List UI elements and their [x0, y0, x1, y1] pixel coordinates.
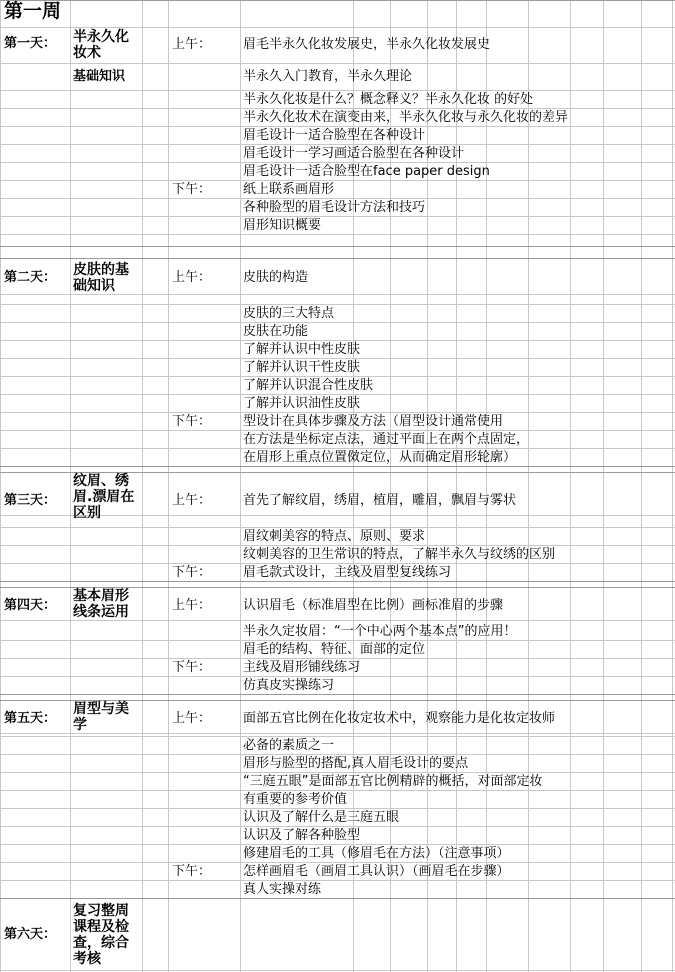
- day-2-line-7: 了解并认识油性皮肤: [243, 396, 361, 411]
- day-2-line-4: 了解并认识中性皮肤: [243, 342, 361, 357]
- day-4-am-label: 上午：: [172, 598, 212, 613]
- day-5-am-label: 上午：: [172, 711, 212, 726]
- day-5-line-4: “三庭五眼”是面部五官比例精辟的概括，对面部定妆: [243, 774, 543, 789]
- day-1-line-6: 眉毛设计一学习画适合脸型在各种设计: [243, 146, 465, 161]
- day-4-pm-label: 下午：: [172, 660, 212, 675]
- day-5-topic: 眉型与美学: [73, 701, 129, 733]
- day-2-line-6: 了解并认识混合性皮肤: [243, 378, 374, 393]
- day-6-topic: 复习整周课程及检查，综合考核: [73, 903, 129, 967]
- day-2-line-2: 皮肤的三大特点: [243, 306, 335, 321]
- day-1-label: 第一天：: [4, 36, 57, 51]
- day-2-am-label: 上午：: [172, 270, 212, 285]
- day-5-line-8: 修建眉毛的工具（修眉毛在方法）（注意事项）: [243, 846, 510, 861]
- day-4-line-2: 半永久定妆眉：“一个中心两个基本点”的应用！: [243, 624, 517, 639]
- day-2-line-8: 型设计在具体步骤及方法（眉型设计通常使用: [243, 414, 504, 429]
- day-1-line-8: 纸上联系画眉形: [243, 182, 335, 197]
- day-4-line-1: 认识眉毛（标准眉型在比例）画标准眉的步骤: [243, 598, 504, 613]
- day-1-pm-label: 下午：: [172, 182, 212, 197]
- day-1-am-label: 上午：: [172, 37, 212, 52]
- day-2-line-10: 在眉形上重点位置傚定位，从而确定眉形轮廓）: [243, 450, 517, 465]
- day-2-line-5: 了解并认识干性皮肤: [243, 360, 361, 375]
- day-2-label: 第二天：: [4, 270, 57, 285]
- day-2-line-3: 皮肤在功能: [243, 324, 309, 339]
- day-4-line-5: 仿真皮实操练习: [243, 678, 335, 693]
- day-3-line-2: 眉纹刺美容的特点、原则、要求: [243, 529, 426, 544]
- day-5-pm-label: 下午：: [172, 864, 212, 879]
- day-5-label: 第五天：: [4, 711, 57, 726]
- day-4-line-3: 眉毛的结构、特征、面部的定位: [243, 642, 426, 657]
- day-5-line-1: 面部五官比例在化妆定妆术中，观察能力是化妆定妆师: [243, 711, 556, 726]
- day-1-line-4: 半永久化妆术在演变由来，半永久化妆与永久化妆的差异: [243, 110, 569, 125]
- day-5-line-6: 认识及了解什么是三庭五眼: [243, 810, 400, 825]
- day-1-line-3: 半永久化妆是什么？概念释义？半永久化妆 的好处: [243, 92, 534, 107]
- week-title: 第一周: [4, 0, 62, 22]
- day-4-label: 第四天：: [4, 598, 57, 613]
- day-6-label: 第六天：: [4, 927, 57, 942]
- day-2-pm-label: 下午：: [172, 414, 212, 429]
- day-1-line-9: 各种脸型的眉毛设计方法和技巧: [243, 200, 426, 215]
- day-1-line-7: 眉毛设计一适合脸型在face paper design: [243, 164, 490, 179]
- day-5-line-5: 有重要的参考价值: [243, 792, 348, 807]
- day-3-line-4: 眉毛款式设计，主线及眉型复线练习: [243, 565, 452, 580]
- day-3-line-3: 纹刺美容的卫生常识的特点，了解半永久与纹绣的区别: [243, 547, 556, 562]
- day-2-line-1: 皮肤的构造: [243, 270, 309, 285]
- day-1-line-5: 眉毛设计一适合脸型在各种设计: [243, 128, 426, 143]
- day-1-line-1: 眉毛半永久化妆发展史，半永久化妆发展史: [243, 37, 491, 52]
- day-5-line-7: 认识及了解各种脸型: [243, 828, 361, 843]
- day-4-line-4: 主线及眉形铺线练习: [243, 660, 361, 675]
- day-2-topic: 皮肤的基础知识: [73, 262, 129, 294]
- day-1-line-10: 眉形知识概要: [243, 218, 322, 233]
- day-3-am-label: 上午：: [172, 493, 212, 508]
- day-1-line-2: 半永久入门教育，半永久理论: [243, 69, 413, 84]
- day-3-topic: 纹眉、绣眉.漂眉在区别: [73, 473, 135, 521]
- day-2-line-9: 在方法是坐标定点法，通过平面上在两个点固定，: [243, 432, 530, 447]
- day-4-topic: 基本眉形线条运用: [73, 588, 129, 620]
- day-5-line-3: 眉形与脸型的搭配,真人眉毛设计的要点: [243, 756, 469, 771]
- day-3-line-1: 首先了解纹眉，绣眉，植眉，雕眉，飘眉与雾状: [243, 493, 517, 508]
- day-5-line-2: 必备的素质之一: [243, 738, 335, 753]
- day-3-pm-label: 下午：: [172, 565, 212, 580]
- day-3-label: 第三天：: [4, 493, 57, 508]
- day-5-line-10: 真人实操对练: [243, 882, 322, 897]
- day-1-topic-2: 基础知识: [73, 69, 126, 84]
- day-1-topic: 半永久化妆术: [73, 29, 129, 61]
- day-5-line-9: 怎样画眉毛（画眉工具认识）（画眉毛在步骤）: [243, 864, 510, 879]
